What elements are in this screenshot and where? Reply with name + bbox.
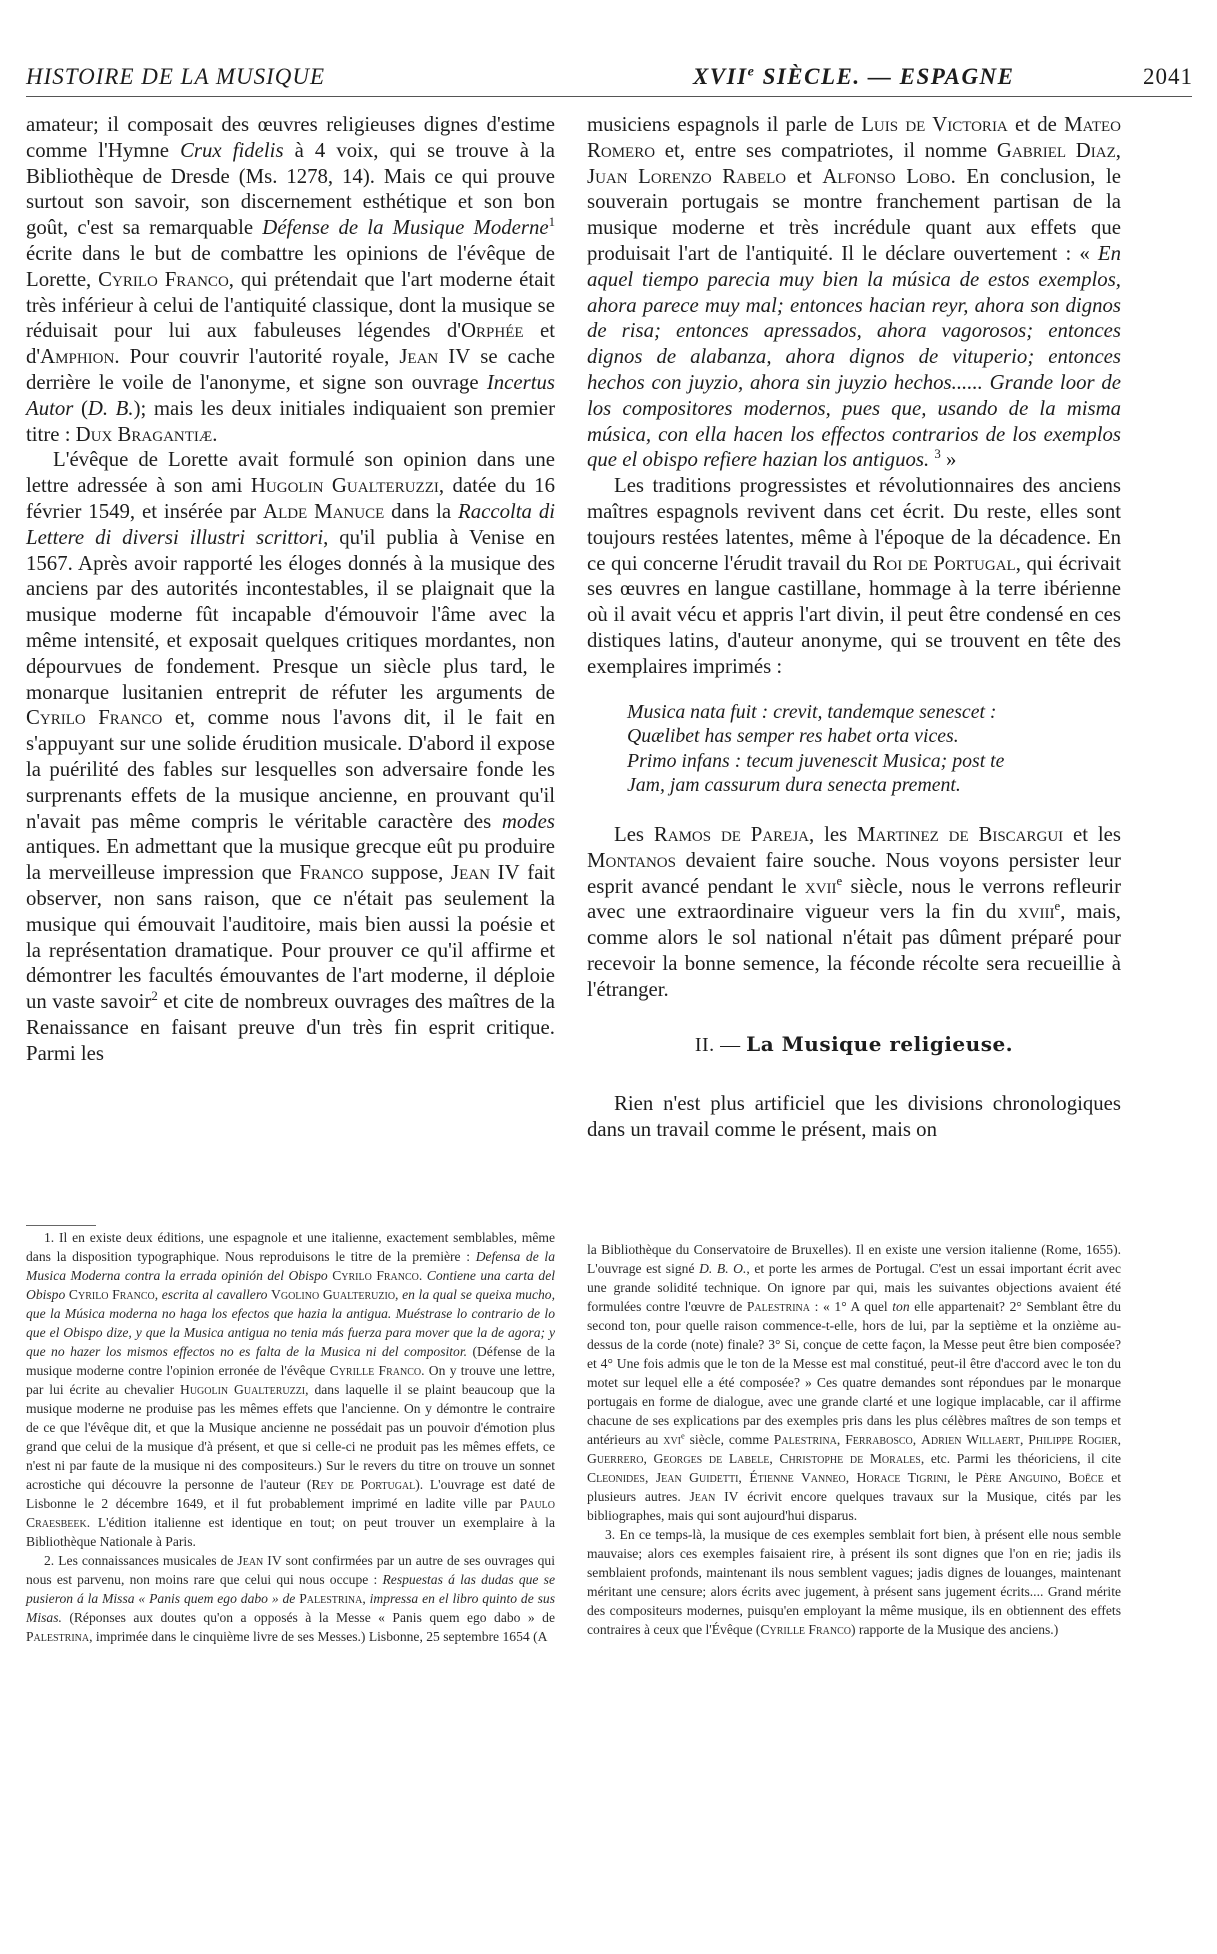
text-run: Les <box>614 822 654 846</box>
paragraph <box>26 112 555 447</box>
name-smallcaps: Jean IV <box>237 1553 282 1568</box>
name-smallcaps: Jean IV <box>689 1489 739 1504</box>
italic-text: en la qual se queixa mucho, que la Música moderna no haga los efectos que hazia la antigua. Muéstrase lo contrario de lo que el Obispo dize, y que la Musica antigua no tenia más fuerza para mover que la de agora; y que no hazer los mismos effectos no es falta de la Musica ni del compositor. <box>26 1287 555 1359</box>
italic-text: Incertus Autor <box>26 370 555 420</box>
text-run: . Pour couvrir l'autorité royale, <box>114 345 400 369</box>
name-smallcaps: Palestrina <box>299 1591 363 1606</box>
text-run: (Défense de la musique moderne contre l'opinion erronée de l'évêque <box>26 1344 555 1378</box>
italic-text: Contiene una carta del Obispo <box>26 1268 556 1302</box>
text-run: . En conclusion, le souverain portugais se montre franchement partisan de la musique moderne et très incrédule quant aux effets que produisait l'art de l'antiquité. Il le déclare ouvertement : « <box>587 164 1122 265</box>
name-smallcaps: xvii <box>804 874 837 898</box>
name-smallcaps: Martinez de Biscargui <box>857 822 1064 846</box>
text-run: la Bibliothèque du Conservatoire de Bruxelles). Il en existe une version italienne (Rome, 1655). L'ouvrage est signé <box>587 1242 1121 1276</box>
running-header-section <box>693 64 1193 90</box>
text-run: 3. En ce temps-là, la musique de ces exemples semblait fort bien, à présent elle nous semble mauvaise; alors ces exemples faisaient rire, à présent ils sont dignes que l'on en rie; jadis ils semblaient profonds, maintenant ils nous semblent vagues; jadis dignes de louanges, maintenant méritant une censure; alors écrits avec jugement, à présent sans jugement écrits.... Grand mérite des compositeurs modernes, puisqu'en employant la même musique, ils en obtiennent des effets contraires à ceux que l'Évêque ( <box>587 1527 1121 1637</box>
paragraph <box>587 1240 1121 1525</box>
text-run: fait observer, non sans raison, que ce n'était pas seulement la musique qui émouvait l'auditoire, mais bien aussi la poésie et la représentation dramatique. Pour prouver ce qu'il affirme et démontrer les facultés émouvantes de l'art moderne, il déploie un vaste savoir <box>26 861 555 1014</box>
name-smallcaps: Cyrilo Franco <box>26 706 163 730</box>
text-run: , qu'il publia à Venise en 1567. Après avoir rapporté les éloges donnés à la musique des anciens par des autorités incontestables, il se plaignait que la musique moderne fût incapable d'émouvoir l'âme avec la même intensité, et exposait quelques critiques mordantes, non dépourvues de fondement. Presque un siècle plus tard, le monarque lusitanien entreprit de réfuter les arguments de <box>26 525 555 704</box>
text-run: et d' <box>26 319 555 369</box>
paragraph <box>587 473 1121 679</box>
text-run: , <box>154 1287 162 1302</box>
name-smallcaps: Alfonso Lobo <box>822 164 951 188</box>
name-smallcaps: Amphion <box>40 345 115 369</box>
text-run: , <box>395 1287 403 1302</box>
text-run: 1. Il en existe deux éditions, une espagnole et une italienne, exactement semblables, même dans la disposition typographique. Nous reproduisons le titre de la première : <box>26 1230 555 1264</box>
name-smallcaps: Ferrabosco <box>845 1432 913 1447</box>
name-smallcaps: Boëce <box>1068 1470 1104 1485</box>
name-smallcaps: Palestrina <box>26 1629 90 1644</box>
right-column-top <box>587 112 1121 680</box>
text-run: siècle, nous le verrons refleurir avec une extraordinaire vigueur vers la fin du <box>587 874 1121 924</box>
text-run: sont confirmées par un autre de ses ouvrages qui nous est parvenu, non moins rare que celui qui nous occupe : <box>26 1553 555 1587</box>
text-run: , dans laquelle il se plaint beaucoup que la musique moderne ne produise pas les mêmes effets que l'ancienne. On y démontre le contraire de ce que l'évêque dit, et que la Musique ancienne ne possédait pas un pouvoir d'émotion plus grand que celui de la musique d'à présent, et que si celle-ci ne produit pas les mêmes effets, ce n'est ni par faute de la musique ni des compositeurs.) Sur le revers du titre on trouve un sonnet acrostiche qui découvre la personne de l'auteur ( <box>26 1382 555 1492</box>
text-run: , <box>912 1432 922 1447</box>
italic-text: Crux fidelis <box>180 138 284 162</box>
text-run: et <box>786 164 823 188</box>
italic-text: escrita al cavallero <box>161 1287 272 1302</box>
section-country: SIÈCLE. — ESPAGNE <box>755 64 1015 89</box>
text-run: ) rapporte de la Musique des anciens.) <box>851 1622 1059 1637</box>
italic-text: ton <box>892 1299 910 1314</box>
name-smallcaps: Jean IV <box>451 861 520 885</box>
paragraph <box>26 1228 555 1551</box>
note-reference: e <box>681 1430 685 1441</box>
note-reference: 3 <box>934 447 941 462</box>
name-smallcaps: Cyrilo Franco <box>68 1287 155 1302</box>
text-run: musiciens espagnols il parle de <box>587 113 862 136</box>
paragraph <box>587 1525 1121 1639</box>
text-run: et de <box>1007 113 1065 136</box>
name-smallcaps: Ramos de Pareja <box>653 822 810 846</box>
italic-text: Raccolta di Lettere di diversi illustri scrittori <box>26 499 555 549</box>
text-run: amateur; il composait des œuvres religieuses dignes d'estime comme l'Hymne <box>26 113 555 162</box>
text-run: et, entre ses compatriotes, il nomme <box>655 138 997 162</box>
text-run: antiques. En admettant que la musique grecque eût pu produire la merveilleuse impression que <box>26 835 555 885</box>
name-smallcaps: Gabriel Diaz <box>996 138 1116 162</box>
name-smallcaps: Juan Lorenzo Rabelo <box>587 164 787 188</box>
name-smallcaps: Christophe de Morales <box>779 1451 921 1466</box>
italic-text: D. B. <box>87 396 134 420</box>
text-run: ); mais les deux initiales indiquaient son premier titre : <box>26 396 555 446</box>
text-run: . <box>418 1268 427 1283</box>
italic-text: Respuestas á las dudas que se pusieron á la Missa « Panis quem ego dabo » de <box>26 1572 555 1606</box>
right-column-text <box>587 112 1121 1143</box>
name-smallcaps: Étienne Vanneo <box>749 1470 846 1485</box>
text-run: , <box>836 1432 846 1447</box>
name-smallcaps: Guerrero <box>587 1451 644 1466</box>
text-run: , <box>643 1451 654 1466</box>
text-run: , <box>1019 1432 1029 1447</box>
text-run: dans la <box>384 499 459 523</box>
right-column-continuation <box>587 1091 1121 1143</box>
name-smallcaps: Alde Manuce <box>263 499 385 523</box>
left-column-text <box>26 112 555 1066</box>
italic-text: modes <box>501 809 555 833</box>
paragraph <box>587 822 1121 1003</box>
text-run: se cache derrière le voile de l'anonyme, et signe son ouvrage <box>26 345 556 394</box>
text-run: écrivit encore quelques travaux sur la Musique, cités par les bibliographes, mais qui sont aujourd'hui disparus. <box>587 1489 1121 1523</box>
poem-line: Quælibet has semper res habet orta vices. <box>627 725 959 748</box>
text-run: , qui écrivait ses œuvres en langue castillane, hommage à la terre ibérienne où il avait vécu et appris l'art divin, il peut être condensé en ces distiques latins, d'auteur anonyme, qui se trouvent en tête des exemplaires imprimés : <box>587 551 1121 678</box>
paragraph <box>587 112 1121 473</box>
name-smallcaps: Cyrilo Franco <box>98 267 229 291</box>
note-reference: e <box>836 873 843 888</box>
text-run: . On y trouve une lettre, par lui écrite au chevalier <box>26 1363 556 1397</box>
text-run: et les <box>1063 822 1121 846</box>
name-smallcaps: Adrien Willaert <box>921 1432 1020 1447</box>
name-smallcaps: Montanos <box>587 848 676 872</box>
name-smallcaps: Palestrina <box>746 1299 810 1314</box>
name-smallcaps: Cyrilo Franco <box>332 1268 419 1283</box>
latin-distich <box>627 700 1121 798</box>
italic-text: impressa en el libro quinto de sus Misas. <box>26 1591 556 1625</box>
text-run: , mais, comme alors le sol national n'était pas dûment préparé pour recevoir la bonne semence, la féconde récolte sera recueillie à l'étranger. <box>587 900 1121 1001</box>
text-run: à 4 voix, qui se trouve à la Bibliothèque de Dresde (Ms. 1278, 14). Mais ce qui prouve surtout son savoir, son discernement esthétique et son bon goût, c'est sa remarquable <box>26 138 555 240</box>
poem-line: Primo infans : tecum juvenescit Musica; post te <box>627 749 1005 772</box>
name-smallcaps: Palestrina <box>773 1432 837 1447</box>
name-smallcaps: Père Anguino <box>975 1470 1058 1485</box>
paragraph <box>587 1091 1121 1143</box>
name-smallcaps: Dux Bragantiæ <box>75 422 213 446</box>
text-run: , le <box>947 1470 976 1485</box>
name-smallcaps: Cyrille Franco <box>760 1622 851 1637</box>
footnotes-left <box>26 1228 555 1646</box>
section-century-suffix: e <box>747 64 756 80</box>
text-run: Les traditions progressistes et révolutionnaires des anciens maîtres espagnols revivent dans cet écrit. Du reste, elles sont toujours restées latentes, même à l'époque de la décadence. En ce qui concerne l'érudit travail du <box>587 474 1121 575</box>
right-column-bottom <box>587 822 1121 1003</box>
poem-line: Musica nata fuit : crevit, tandemque senescet : <box>627 700 997 723</box>
section-heading-number: II. — <box>694 1034 747 1057</box>
name-smallcaps: Cleonides <box>587 1470 645 1485</box>
text-run: et, comme nous l'avons dit, il le fait en s'appuyant sur une solide érudition musicale. D'abord il expose la puérilité des fables sur lesquelles son adversaire fonde les surprenants effets de la musique ancienne, en prouvant qu'il n'avait pas même compris le véritable caractère des <box>26 706 555 833</box>
text-run: , <box>1057 1470 1069 1485</box>
name-smallcaps: Jean Guidetti <box>655 1470 739 1485</box>
text-run: elle appartenait? 2° Semblant être du second ton, pour quelle raison commence-t-elle, hors de lui, par la septième et la onzième au-dessus de la corde (note) finale? 3° Si, conçue de cette façon, la Messe peut être bien composée? et 4° Une fois admis que le ton de la Messe est mal constitué, peut-il être d'accord avec le ton du motet sur lequel elle a été composée? » Ces quatre demandes sont répondues par le monarque portugais en forme de dialogue, avec une grande clarté et une logique implacable, car il affirme chacune de ses explications par des exemples pris dans les plus célèbres maîtres de son temps et antérieurs au <box>587 1299 1121 1447</box>
text-run: , <box>362 1591 370 1606</box>
note-reference: 2 <box>151 989 158 1004</box>
name-smallcaps: xvi <box>663 1432 681 1447</box>
text-run: Rien n'est plus artificiel que les divisions chronologiques dans un travail comme le présent, mais on <box>587 1092 1121 1142</box>
section-century: XVII <box>693 64 748 89</box>
text-run: . L'édition italienne est identique en tout; on peut trouver un exemplaire à la Bibliothèque Nationale à Paris. <box>26 1515 555 1549</box>
text-run: ). L'ouvrage est daté de Lisbonne le 2 décembre 1649, et il fut probablement imprimé en ladite ville par <box>26 1477 555 1511</box>
footnote-separator-left <box>26 1225 96 1226</box>
name-smallcaps: xviii <box>1017 900 1055 924</box>
text-run: » <box>940 448 957 472</box>
section-heading-title: La Musique religieuse. <box>746 1032 1014 1057</box>
text-run: , imprimée dans le cinquième livre de ses Messes.) Lisbonne, 25 septembre 1654 (A <box>89 1629 548 1644</box>
paragraph <box>26 1551 555 1646</box>
name-smallcaps: Jean IV <box>399 345 471 369</box>
name-smallcaps: Cyrille Franco <box>329 1363 422 1378</box>
name-smallcaps: Vgolino Gualteruzio <box>271 1287 396 1302</box>
name-smallcaps: Rey de Portugal <box>311 1477 416 1492</box>
note-reference: e <box>1054 899 1061 914</box>
text-run: et plusieurs autres. <box>587 1470 1122 1504</box>
name-smallcaps: Paulo Craesbeek <box>26 1496 555 1530</box>
text-run: , <box>1115 138 1121 162</box>
text-run: , qui prétendait que l'art moderne était très inférieur à celui de l'antiquité classique, dont la musique se réduisait pour lui aux fabuleuses légendes d' <box>26 267 555 343</box>
page-number: 2041 <box>1143 64 1193 89</box>
text-run: , <box>845 1470 857 1485</box>
italic-text: En aquel tiempo parecia muy bien la música de estos exemplos, ahora parece muy mal; entonces hacian reyr, ahora son dignos de risa; entonces apressados, ahora vagorosos; entonces dignos de alabanza, ahora dignos de vituperio; entonces hechos con juyzio, ahora sin juyzio hechos...... Grande loor de los compositores modernos, pues que, usando de la misma música, con ella hacen los effectos contrarios de los exemplos que el obispo refiere hazian los antiguos. <box>587 241 1121 472</box>
text-run: , <box>738 1470 750 1485</box>
section-heading <box>587 1032 1121 1059</box>
text-run: (Réponses aux doutes qu'on a opposés à la Messe « Panis quem ego dabo » de <box>61 1610 555 1625</box>
italic-text: Defensa de la Musica Moderna contra la errada opinión del Obispo <box>26 1249 555 1283</box>
text-run: ( <box>73 396 88 420</box>
text-run: siècle, comme <box>684 1432 774 1447</box>
text-run: , etc. Parmi les théoriciens, il cite <box>920 1451 1122 1466</box>
name-smallcaps: Georges de Labele <box>653 1451 770 1466</box>
header-divider <box>26 96 1192 97</box>
text-run: , <box>644 1470 656 1485</box>
paragraph <box>26 447 555 1066</box>
text-run: devaient faire souche. Nous voyons persister leur esprit avancé pendant le <box>587 848 1121 898</box>
name-smallcaps: Mateo Romero <box>587 113 1121 162</box>
poem-line: Jam, jam cassurum dura senecta prement. <box>627 774 961 797</box>
text-run: et cite de nombreux ouvrages des maîtres de la Renaissance en faisant preuve d'un très fin esprit critique. Parmi les <box>26 990 555 1065</box>
text-run: , <box>769 1451 780 1466</box>
name-smallcaps: Philippe Rogier <box>1028 1432 1118 1447</box>
text-run: , les <box>809 822 858 846</box>
text-run: . <box>212 422 218 446</box>
italic-text: D. B. O. <box>699 1261 747 1276</box>
text-run: 2. Les connaissances musicales de <box>44 1553 238 1568</box>
name-smallcaps: Orphée <box>461 319 524 343</box>
text-run: , datée du 16 février 1549, et insérée par <box>26 474 555 523</box>
name-smallcaps: Luis de Victoria <box>861 113 1008 136</box>
italic-text: Défense de la Musique Moderne <box>262 216 549 240</box>
running-header-title: HISTOIRE DE LA MUSIQUE <box>26 64 326 89</box>
text-run: , et porte les armes de Portugal. C'est un essai important écrit avec une grande solidité technique. On ignore par qui, mais les suivantes objections avaient été formulées contre l'œuvre de <box>587 1261 1121 1314</box>
name-smallcaps: Hugolin Gualteruzzi <box>250 474 439 498</box>
text-run: : « 1° A quel <box>809 1299 893 1314</box>
name-smallcaps: Horace Tigrini <box>856 1470 948 1485</box>
text-run: , <box>1117 1432 1121 1447</box>
name-smallcaps: Hugolin Gualteruzzi <box>180 1382 306 1397</box>
name-smallcaps: Roi de Portugal <box>872 551 1016 575</box>
name-smallcaps: Franco <box>299 861 364 885</box>
text-run: écrite dans le but de combattre les opinions de l'évêque de Lorette, <box>26 241 555 291</box>
text-run: suppose, <box>363 861 452 885</box>
text-run: L'évêque de Lorette avait formulé son opinion dans une lettre adressée à son ami <box>26 448 555 498</box>
note-reference: 1 <box>548 215 556 230</box>
footnotes-right <box>587 1240 1121 1639</box>
